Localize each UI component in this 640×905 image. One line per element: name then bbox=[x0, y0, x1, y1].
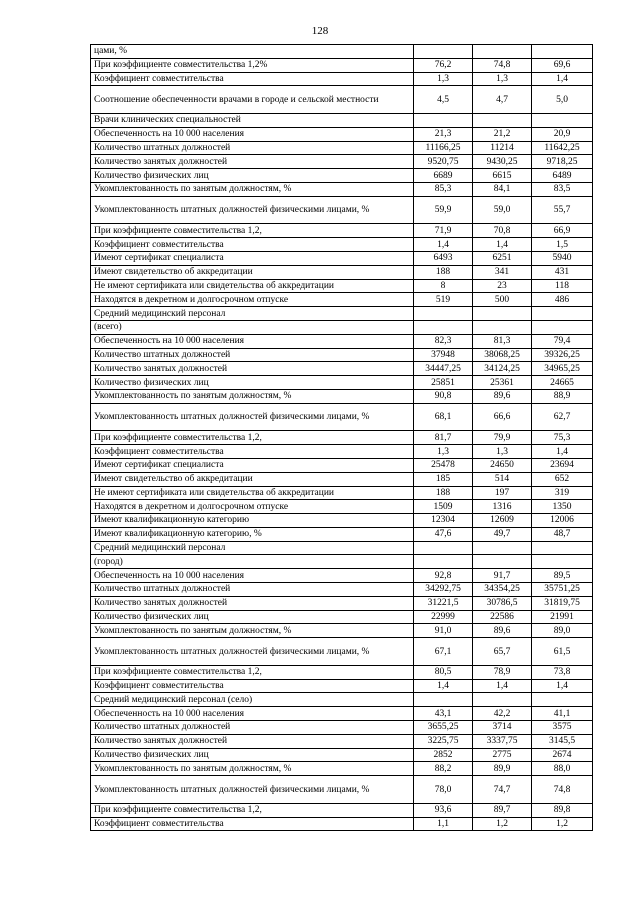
table-row bbox=[91, 486, 593, 500]
row-value: 1,4 bbox=[414, 679, 473, 693]
row-label: Не имеют сертификата или свидетельства об аккредитации bbox=[91, 486, 414, 500]
table-row bbox=[91, 569, 593, 583]
row-value bbox=[414, 45, 473, 59]
row-value: 68,1 bbox=[414, 403, 473, 431]
row-value bbox=[473, 555, 532, 569]
row-value: 514 bbox=[473, 472, 532, 486]
row-value: 431 bbox=[532, 265, 593, 279]
row-value: 49,7 bbox=[473, 527, 532, 541]
row-value: 21,2 bbox=[473, 127, 532, 141]
row-value: 43,1 bbox=[414, 707, 473, 721]
table-row bbox=[91, 665, 593, 679]
row-value bbox=[532, 320, 593, 334]
row-label: Укомплектованность по занятым должностям, % bbox=[91, 389, 414, 403]
row-label: Обеспеченность на 10 000 населения bbox=[91, 334, 414, 348]
table-row bbox=[91, 776, 593, 804]
table-row bbox=[91, 348, 593, 362]
row-label: Обеспеченность на 10 000 населения bbox=[91, 127, 414, 141]
row-value: 9718,25 bbox=[532, 155, 593, 169]
row-label: Количество штатных должностей bbox=[91, 721, 414, 735]
row-label: Укомплектованность штатных должностей физическими лицами, % bbox=[91, 776, 414, 804]
table-row bbox=[91, 113, 593, 127]
row-value: 89,5 bbox=[532, 569, 593, 583]
table-row bbox=[91, 762, 593, 776]
row-label: Количество физических лиц bbox=[91, 610, 414, 624]
row-value: 1,1 bbox=[414, 817, 473, 831]
row-value: 1,3 bbox=[473, 445, 532, 459]
row-value: 1,2 bbox=[473, 817, 532, 831]
row-value: 185 bbox=[414, 472, 473, 486]
row-label: Количество физических лиц bbox=[91, 169, 414, 183]
row-value: 22586 bbox=[473, 610, 532, 624]
row-value: 75,3 bbox=[532, 431, 593, 445]
row-value: 1,3 bbox=[414, 72, 473, 86]
table-row bbox=[91, 431, 593, 445]
row-label: Коэффициент совместительства bbox=[91, 679, 414, 693]
row-label: Врачи клинических специальностей bbox=[91, 113, 414, 127]
row-value: 6493 bbox=[414, 251, 473, 265]
table-row bbox=[91, 638, 593, 666]
row-value: 1350 bbox=[532, 500, 593, 514]
table-row bbox=[91, 155, 593, 169]
row-value: 82,3 bbox=[414, 334, 473, 348]
table-row bbox=[91, 182, 593, 196]
row-value: 3145,5 bbox=[532, 734, 593, 748]
row-value: 3655,25 bbox=[414, 721, 473, 735]
row-value: 500 bbox=[473, 293, 532, 307]
row-label: Не имеют сертификата или свидетельства об аккредитации bbox=[91, 279, 414, 293]
row-value: 76,2 bbox=[414, 58, 473, 72]
row-value: 9520,75 bbox=[414, 155, 473, 169]
table-row bbox=[91, 293, 593, 307]
row-label: Количество занятых должностей bbox=[91, 362, 414, 376]
row-value: 652 bbox=[532, 472, 593, 486]
row-label: Количество занятых должностей bbox=[91, 155, 414, 169]
row-value bbox=[414, 555, 473, 569]
row-value: 67,1 bbox=[414, 638, 473, 666]
row-value: 74,8 bbox=[473, 58, 532, 72]
row-value: 62,7 bbox=[532, 403, 593, 431]
row-value: 9430,25 bbox=[473, 155, 532, 169]
table-row bbox=[91, 583, 593, 597]
table-row bbox=[91, 86, 593, 114]
row-label: Укомплектованность по занятым должностям, % bbox=[91, 762, 414, 776]
table-row bbox=[91, 679, 593, 693]
row-label: При коэффициенте совместительства 1,2, bbox=[91, 803, 414, 817]
row-value: 89,7 bbox=[473, 803, 532, 817]
row-value: 91,7 bbox=[473, 569, 532, 583]
row-label: Обеспеченность на 10 000 населения bbox=[91, 569, 414, 583]
row-label: Средний медицинский персонал (село) bbox=[91, 693, 414, 707]
row-value: 1,3 bbox=[473, 72, 532, 86]
row-value: 2852 bbox=[414, 748, 473, 762]
row-value: 34292,75 bbox=[414, 583, 473, 597]
row-value bbox=[532, 113, 593, 127]
row-value: 79,4 bbox=[532, 334, 593, 348]
row-value: 5940 bbox=[532, 251, 593, 265]
row-value bbox=[532, 693, 593, 707]
row-value bbox=[414, 113, 473, 127]
table-row bbox=[91, 279, 593, 293]
row-label: Коэффициент совместительства bbox=[91, 238, 414, 252]
row-value: 66,6 bbox=[473, 403, 532, 431]
row-value: 80,5 bbox=[414, 665, 473, 679]
row-label: Количество физических лиц bbox=[91, 376, 414, 390]
row-label: Количество занятых должностей bbox=[91, 596, 414, 610]
row-label: Укомплектованность по занятым должностям, % bbox=[91, 624, 414, 638]
row-value: 1,5 bbox=[532, 238, 593, 252]
table-body bbox=[91, 45, 593, 831]
row-value: 24650 bbox=[473, 458, 532, 472]
row-value: 70,8 bbox=[473, 224, 532, 238]
row-value: 34447,25 bbox=[414, 362, 473, 376]
row-value: 3714 bbox=[473, 721, 532, 735]
table-row bbox=[91, 693, 593, 707]
row-label: Количество занятых должностей bbox=[91, 734, 414, 748]
row-value: 34965,25 bbox=[532, 362, 593, 376]
table-row bbox=[91, 320, 593, 334]
row-value: 55,7 bbox=[532, 196, 593, 224]
row-label: Укомплектованность по занятым должностям, % bbox=[91, 182, 414, 196]
table-row bbox=[91, 362, 593, 376]
row-label: цами, % bbox=[91, 45, 414, 59]
row-value: 88,0 bbox=[532, 762, 593, 776]
table-row bbox=[91, 307, 593, 321]
row-label: Количество физических лиц bbox=[91, 748, 414, 762]
row-value: 2674 bbox=[532, 748, 593, 762]
row-value bbox=[473, 320, 532, 334]
table-row bbox=[91, 376, 593, 390]
row-value: 118 bbox=[532, 279, 593, 293]
row-value bbox=[473, 693, 532, 707]
row-label: При коэффициенте совместительства 1,2% bbox=[91, 58, 414, 72]
row-value bbox=[473, 541, 532, 555]
row-value: 66,9 bbox=[532, 224, 593, 238]
table-row bbox=[91, 389, 593, 403]
row-label: Количество штатных должностей bbox=[91, 141, 414, 155]
table-row bbox=[91, 458, 593, 472]
row-value: 486 bbox=[532, 293, 593, 307]
row-value: 6489 bbox=[532, 169, 593, 183]
row-value: 34354,25 bbox=[473, 583, 532, 597]
table-row bbox=[91, 196, 593, 224]
table-row bbox=[91, 141, 593, 155]
row-value: 25361 bbox=[473, 376, 532, 390]
row-value: 1,4 bbox=[532, 72, 593, 86]
row-value: 59,9 bbox=[414, 196, 473, 224]
row-value: 39326,25 bbox=[532, 348, 593, 362]
table-row bbox=[91, 555, 593, 569]
row-label: Имеют свидетельство об аккредитации bbox=[91, 265, 414, 279]
row-value: 23 bbox=[473, 279, 532, 293]
row-value: 341 bbox=[473, 265, 532, 279]
row-value: 35751,25 bbox=[532, 583, 593, 597]
row-value: 73,8 bbox=[532, 665, 593, 679]
row-value: 74,7 bbox=[473, 776, 532, 804]
row-value: 65,7 bbox=[473, 638, 532, 666]
row-value: 1,4 bbox=[414, 238, 473, 252]
row-value: 12006 bbox=[532, 514, 593, 528]
table-row bbox=[91, 334, 593, 348]
row-value: 71,9 bbox=[414, 224, 473, 238]
page-number: 128 bbox=[311, 25, 329, 37]
row-value bbox=[532, 555, 593, 569]
row-value: 48,7 bbox=[532, 527, 593, 541]
row-value: 1,4 bbox=[473, 238, 532, 252]
row-value: 31221,5 bbox=[414, 596, 473, 610]
row-label: (город) bbox=[91, 555, 414, 569]
row-label: Укомплектованность штатных должностей физическими лицами, % bbox=[91, 403, 414, 431]
row-label: Имеют квалификационную категорию bbox=[91, 514, 414, 528]
row-value: 90,8 bbox=[414, 389, 473, 403]
table-row bbox=[91, 45, 593, 59]
row-value: 84,1 bbox=[473, 182, 532, 196]
row-value bbox=[473, 113, 532, 127]
table-row bbox=[91, 251, 593, 265]
row-label: При коэффициенте совместительства 1,2, bbox=[91, 224, 414, 238]
row-value: 79,9 bbox=[473, 431, 532, 445]
row-label: Средний медицинский персонал bbox=[91, 541, 414, 555]
table-row bbox=[91, 541, 593, 555]
row-value: 69,6 bbox=[532, 58, 593, 72]
row-value bbox=[414, 320, 473, 334]
row-label: Обеспеченность на 10 000 населения bbox=[91, 707, 414, 721]
table-row bbox=[91, 610, 593, 624]
table-row bbox=[91, 72, 593, 86]
row-value: 93,6 bbox=[414, 803, 473, 817]
row-value: 1,4 bbox=[532, 679, 593, 693]
row-value: 41,1 bbox=[532, 707, 593, 721]
row-label: Имеют свидетельство об аккредитации bbox=[91, 472, 414, 486]
table-row bbox=[91, 734, 593, 748]
row-value: 1,2 bbox=[532, 817, 593, 831]
row-value: 21991 bbox=[532, 610, 593, 624]
row-value: 2775 bbox=[473, 748, 532, 762]
row-value: 12609 bbox=[473, 514, 532, 528]
table-row bbox=[91, 58, 593, 72]
row-label: (всего) bbox=[91, 320, 414, 334]
row-value: 30786,5 bbox=[473, 596, 532, 610]
row-label: При коэффициенте совместительства 1,2, bbox=[91, 431, 414, 445]
row-value: 61,5 bbox=[532, 638, 593, 666]
table-row bbox=[91, 238, 593, 252]
row-value: 31819,75 bbox=[532, 596, 593, 610]
row-value: 78,9 bbox=[473, 665, 532, 679]
row-value: 89,6 bbox=[473, 389, 532, 403]
row-value: 197 bbox=[473, 486, 532, 500]
row-value: 6689 bbox=[414, 169, 473, 183]
row-value: 12304 bbox=[414, 514, 473, 528]
row-value: 5,0 bbox=[532, 86, 593, 114]
row-value bbox=[532, 541, 593, 555]
row-value: 319 bbox=[532, 486, 593, 500]
row-value bbox=[414, 693, 473, 707]
table-row bbox=[91, 224, 593, 238]
row-value: 81,3 bbox=[473, 334, 532, 348]
table-row bbox=[91, 527, 593, 541]
row-value: 25478 bbox=[414, 458, 473, 472]
row-value: 1,4 bbox=[532, 445, 593, 459]
table-row bbox=[91, 500, 593, 514]
row-value: 21,3 bbox=[414, 127, 473, 141]
row-value: 1,3 bbox=[414, 445, 473, 459]
row-label: Укомплектованность штатных должностей физическими лицами, % bbox=[91, 196, 414, 224]
row-value: 3575 bbox=[532, 721, 593, 735]
table-row bbox=[91, 403, 593, 431]
row-value: 22999 bbox=[414, 610, 473, 624]
row-value: 188 bbox=[414, 486, 473, 500]
row-value: 47,6 bbox=[414, 527, 473, 541]
table-row bbox=[91, 265, 593, 279]
table-row bbox=[91, 817, 593, 831]
row-value: 85,3 bbox=[414, 182, 473, 196]
row-label: Количество штатных должностей bbox=[91, 348, 414, 362]
row-value: 89,9 bbox=[473, 762, 532, 776]
row-label: При коэффициенте совместительства 1,2, bbox=[91, 665, 414, 679]
table-row bbox=[91, 748, 593, 762]
row-label: Укомплектованность штатных должностей физическими лицами, % bbox=[91, 638, 414, 666]
row-value: 1,4 bbox=[473, 679, 532, 693]
row-value: 6251 bbox=[473, 251, 532, 265]
row-label: Находятся в декретном и долгосрочном отпуске bbox=[91, 293, 414, 307]
row-value bbox=[532, 307, 593, 321]
row-label: Средний медицинский персонал bbox=[91, 307, 414, 321]
row-value: 38068,25 bbox=[473, 348, 532, 362]
row-label: Коэффициент совместительства bbox=[91, 817, 414, 831]
row-value: 3337,75 bbox=[473, 734, 532, 748]
table-row bbox=[91, 624, 593, 638]
row-label: Имеют сертификат специалиста bbox=[91, 458, 414, 472]
row-value: 81,7 bbox=[414, 431, 473, 445]
row-value: 11166,25 bbox=[414, 141, 473, 155]
row-value: 6615 bbox=[473, 169, 532, 183]
row-value: 89,8 bbox=[532, 803, 593, 817]
row-value: 1316 bbox=[473, 500, 532, 514]
row-label: Находятся в декретном и долгосрочном отпуске bbox=[91, 500, 414, 514]
row-value: 4,7 bbox=[473, 86, 532, 114]
row-value: 34124,25 bbox=[473, 362, 532, 376]
row-value: 89,0 bbox=[532, 624, 593, 638]
table-row bbox=[91, 721, 593, 735]
row-value bbox=[532, 45, 593, 59]
row-value: 37948 bbox=[414, 348, 473, 362]
row-value: 92,8 bbox=[414, 569, 473, 583]
table-row bbox=[91, 169, 593, 183]
row-value: 4,5 bbox=[414, 86, 473, 114]
table-row bbox=[91, 596, 593, 610]
table-row bbox=[91, 514, 593, 528]
row-value: 8 bbox=[414, 279, 473, 293]
row-value bbox=[414, 541, 473, 555]
row-label: Коэффициент совместительства bbox=[91, 72, 414, 86]
row-value: 11642,25 bbox=[532, 141, 593, 155]
table-row bbox=[91, 472, 593, 486]
row-value: 11214 bbox=[473, 141, 532, 155]
row-label: Имеют сертификат специалиста bbox=[91, 251, 414, 265]
row-value: 91,0 bbox=[414, 624, 473, 638]
row-value bbox=[414, 307, 473, 321]
table-row bbox=[91, 445, 593, 459]
row-value: 20,9 bbox=[532, 127, 593, 141]
row-value: 188 bbox=[414, 265, 473, 279]
row-value: 23694 bbox=[532, 458, 593, 472]
row-value: 88,9 bbox=[532, 389, 593, 403]
row-label: Количество штатных должностей bbox=[91, 583, 414, 597]
row-value: 519 bbox=[414, 293, 473, 307]
row-value: 78,0 bbox=[414, 776, 473, 804]
row-value bbox=[473, 307, 532, 321]
row-value: 83,5 bbox=[532, 182, 593, 196]
row-label: Коэффициент совместительства bbox=[91, 445, 414, 459]
row-value: 3225,75 bbox=[414, 734, 473, 748]
row-value: 88,2 bbox=[414, 762, 473, 776]
row-value: 1509 bbox=[414, 500, 473, 514]
row-value: 59,0 bbox=[473, 196, 532, 224]
row-value: 25851 bbox=[414, 376, 473, 390]
row-label: Имеют квалификационную категорию, % bbox=[91, 527, 414, 541]
row-value: 74,8 bbox=[532, 776, 593, 804]
row-value: 89,6 bbox=[473, 624, 532, 638]
table-row bbox=[91, 707, 593, 721]
table-row bbox=[91, 127, 593, 141]
row-value: 42,2 bbox=[473, 707, 532, 721]
row-value bbox=[473, 45, 532, 59]
table-row bbox=[91, 803, 593, 817]
row-value: 24665 bbox=[532, 376, 593, 390]
statistics-table bbox=[90, 44, 593, 831]
row-label: Соотношение обеспеченности врачами в городе и сельской местности bbox=[91, 86, 414, 114]
